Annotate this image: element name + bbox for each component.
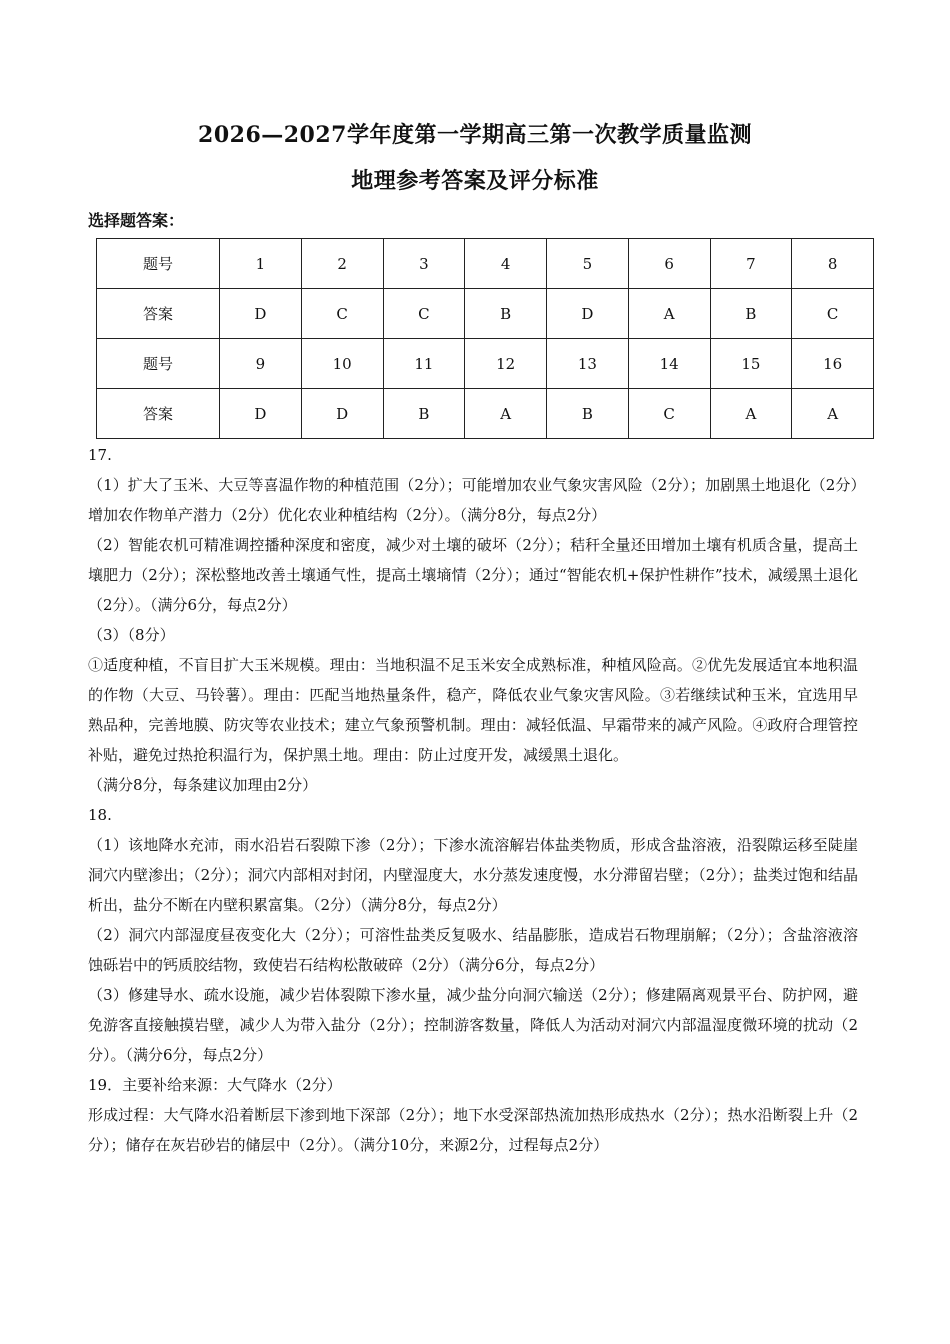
answer-table (96, 238, 874, 439)
row-header-cell: 题号 (97, 339, 220, 389)
paragraph-q17-part1: （1）扩大了玉米、大豆等喜温作物的种植范围（2分）；可能增加农业气象灾害风险（2分）；加剧黑土地退化（2分）增加农作物单产潜力（2分）优化农业种植结构（2分）。（满分8分，每点2分） (88, 476, 858, 524)
table-cell: 15 (710, 339, 792, 389)
table-cell: A (792, 389, 874, 439)
table-cell: A (465, 389, 547, 439)
table-cell: 7 (710, 239, 792, 289)
paragraph-q19-source: 19．主要补给来源：大气降水（2分） (88, 1076, 342, 1094)
table-cell: 6 (628, 239, 710, 289)
table-cell: 14 (628, 339, 710, 389)
paragraph-q18-heading: 18. (88, 806, 112, 824)
paragraph-q17-part3-body: ①适度种植，不盲目扩大玉米规模。理由：当地积温不足玉米安全成熟标准，种植风险高。②优先发展适宜本地积温的作物（大豆、马铃薯）。理由：匹配当地热量条件，稳产，降低农业气象灾害风险。③若继续试种玉米，宜选用早熟品种，完善地膜、防灾等农业技术；建立气象预警机制。理由：减轻低温、早霜带来的减产风险。④政府合理管控补贴，避免过热抢积温行为，保护黑土地。理由：防止过度开发，减缓黑土退化。 (88, 656, 858, 764)
row-header-cell: 题号 (97, 239, 220, 289)
table-cell: 12 (465, 339, 547, 389)
paragraph-q17-part3-heading: （3）（8分） (88, 626, 175, 644)
section-label-choice-answers: 选择题答案： (88, 211, 185, 230)
table-cell: D (220, 289, 302, 339)
row-header-cell: 答案 (97, 389, 220, 439)
table-cell: 2 (301, 239, 383, 289)
table-row (97, 239, 874, 289)
table-cell: C (628, 389, 710, 439)
table-cell: 10 (301, 339, 383, 389)
answer-content (88, 440, 858, 1160)
table-cell: 1 (220, 239, 302, 289)
table-row (97, 289, 874, 339)
table-cell: C (792, 289, 874, 339)
paragraph-q17-part3-score: （满分8分，每条建议加理由2分） (88, 776, 318, 794)
paragraph-q19-process: 形成过程：大气降水沿着断层下渗到地下深部（2分）；地下水受深部热流加热形成热水（2分）；热水沿断裂上升（2分）；储存在灰岩砂岩的储层中（2分）。（满分10分，来源2分，过程每点2分） (88, 1106, 858, 1154)
paragraph-q18-part1: （1）该地降水充沛，雨水沿岩石裂隙下渗（2分）；下渗水流溶解岩体盐类物质，形成含盐溶液，沿裂隙运移至陡崖洞穴内壁渗出；（2分）；洞穴内部相对封闭，内壁湿度大，水分蒸发速度慢，水分滞留岩壁；（2分）；盐类过饱和结晶析出，盐分不断在内壁积累富集。（2分）（满分8分，每点2分） (88, 836, 858, 914)
table-cell: 11 (383, 339, 465, 389)
table-cell: D (220, 389, 302, 439)
table-cell: B (710, 289, 792, 339)
table-cell: C (301, 289, 383, 339)
table-cell: 13 (547, 339, 629, 389)
table-cell: 4 (465, 239, 547, 289)
table-row (97, 339, 874, 389)
paragraph-q17-heading: 17. (88, 446, 112, 464)
table-cell: 16 (792, 339, 874, 389)
table-cell: A (628, 289, 710, 339)
table-cell: B (547, 389, 629, 439)
table-row (97, 389, 874, 439)
paragraph-q18-part2: （2）洞穴内部湿度昼夜变化大（2分）；可溶性盐类反复吸水、结晶膨胀，造成岩石物理崩解；（2分）；含盐溶液溶蚀砾岩中的钙质胶结物，致使岩石结构松散破碎（2分）（满分6分，每点2分） (88, 926, 858, 974)
row-header-cell: 答案 (97, 289, 220, 339)
paragraph-q17-part2: （2）智能农机可精准调控播种深度和密度，减少对土壤的破坏（2分）；秸秆全量还田增加土壤有机质含量，提高土壤肥力（2分）；深松整地改善土壤通气性，提高土壤墒情（2分）；通过“智能农机+保护性耕作”技术，减缓黑土退化（2分）。（满分6分，每点2分） (88, 536, 858, 614)
page-subtitle: 地理参考答案及评分标准 (351, 168, 599, 194)
table-cell: B (465, 289, 547, 339)
page-title: 2026—2027学年度第一学期高三第一次教学质量监测 (198, 122, 752, 148)
table-cell: 5 (547, 239, 629, 289)
paragraph-q18-part3: （3）修建导水、疏水设施，减少岩体裂隙下渗水量，减少盐分向洞穴输送（2分）；修建隔离观景平台、防护网，避免游客直接触摸岩壁，减少人为带入盐分（2分）；控制游客数量，降低人为活动对洞穴内部温湿度微环境的扰动（2分）。（满分6分，每点2分） (88, 986, 858, 1064)
table-cell: C (383, 289, 465, 339)
table-cell: D (301, 389, 383, 439)
table-cell: 3 (383, 239, 465, 289)
table-cell: 9 (220, 339, 302, 389)
table-cell: D (547, 289, 629, 339)
table-cell: B (383, 389, 465, 439)
table-cell: 8 (792, 239, 874, 289)
table-cell: A (710, 389, 792, 439)
